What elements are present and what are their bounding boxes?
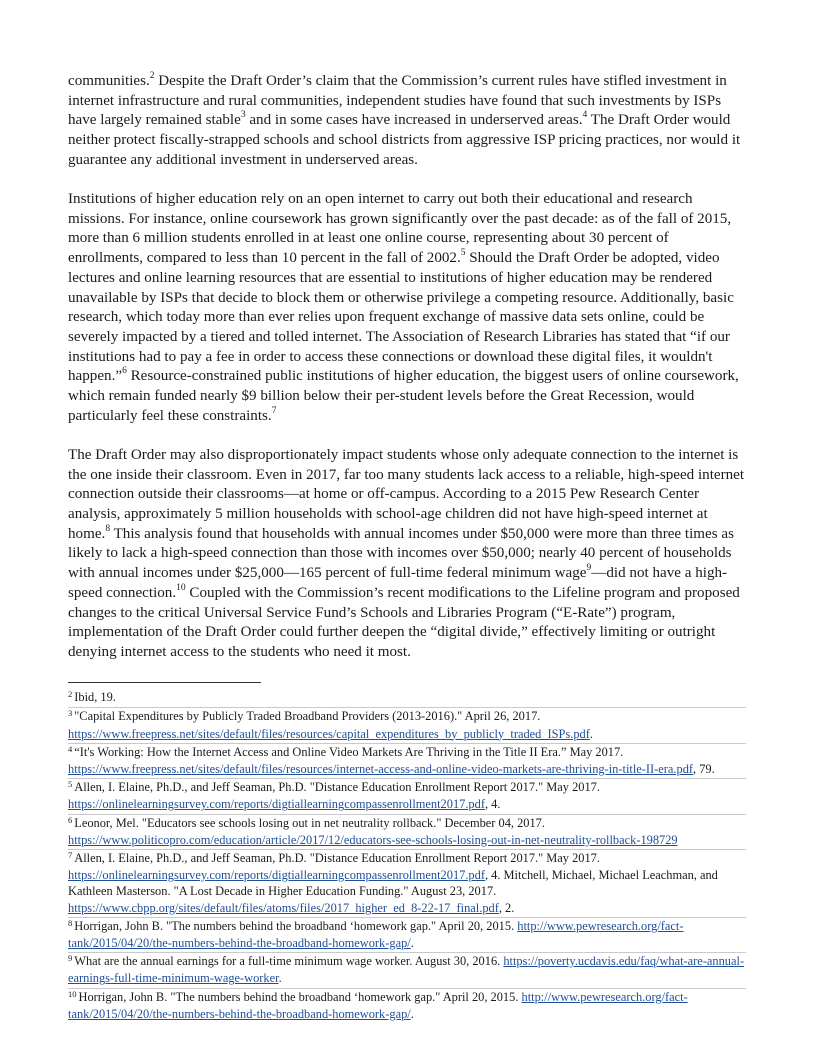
footnote-text: Leonor, Mel. "Educators see schools losing out in net neutrality rollback." December 04, 2017. xyxy=(74,815,545,830)
footnote-text: . xyxy=(410,936,414,951)
footnote-link[interactable]: https://poverty.ucdavis.edu/faq/what-are-annual-earnings-full-time-minimum-wage-worker xyxy=(68,954,745,986)
footnote-text: . xyxy=(589,726,593,741)
footnote-reference[interactable]: 6 xyxy=(122,366,127,377)
footnote-text: , 79. xyxy=(693,762,715,776)
footnote xyxy=(68,815,746,850)
footnote-number: 9 xyxy=(68,953,73,964)
paragraph-text: The Draft Order may also disproportionately impact students whose only adequate connection to the internet is the one inside their classroom. Even in 2017, far too many students lack access to a reliable, high-speed internet connection outside their classrooms—at home or off-campus. According to a 2015 Pew Research Center analysis, approximately 5 million households with school-age children did not have high-speed internet at home. xyxy=(68,446,745,542)
footnote-number: 10 xyxy=(68,988,77,999)
paragraph-text: Coupled with the Commission’s recent modifications to the Lifeline program and proposed changes to the critical Universal Service Fund’s Schools and Libraries Program (“E-Rate”) program, implementation of the Draft Order could further deepen the “digital divide,” effectively limiting or outright denying internet access to the students who need it most. xyxy=(68,584,740,660)
footnote-reference[interactable]: 7 xyxy=(271,405,277,416)
footnote xyxy=(68,779,746,814)
footnote-text: , 4. xyxy=(484,797,501,812)
footnote-number: 5 xyxy=(68,779,73,790)
footnote-text: . xyxy=(278,971,282,986)
paragraph-text: and in some cases have increased in underserved areas. xyxy=(245,112,583,129)
footnote-text: Allen, I. Elaine, Ph.D., and Jeff Seaman, Ph.D. "Distance Education Enrollment Report 2017." May 2017. xyxy=(74,851,600,866)
footnote-number: 4 xyxy=(68,743,73,754)
body-paragraph xyxy=(68,72,746,171)
footnote xyxy=(68,989,746,1023)
footnote-text: Horrigan, John B. "The numbers behind the broadband ‘homework gap." April 20, 2015. xyxy=(78,989,522,1004)
footnote-reference[interactable]: 10 xyxy=(176,582,186,593)
footnote-text: , 2. xyxy=(498,900,515,915)
footnote-number: 3 xyxy=(68,708,73,719)
footnote-separator xyxy=(68,682,261,683)
footnote xyxy=(68,953,746,988)
body-text xyxy=(68,72,746,663)
footnote-text: , 4. Mitchell, Michael, Michael Leachman, and Kathleen Masterson. "A Lost Decade in Higher Education Funding." August 23, 2017. xyxy=(68,868,718,899)
paragraph-text: Should the Draft Order be adopted, video lectures and online learning resources that are essential to institutions of higher education may be rendered unavailable by ISPs that decide to block them or otherwise privilege a competing resource. Additionally, basic research, which today more than ever relies upon frequent exchange of massive data sets online, could be severely impacted by a tiered and tolled internet. The Association of Research Libraries has stated that “if our institutions had to pay a fee in order to access these connections or download these digital files, it wouldn't happen.” xyxy=(68,250,734,385)
footnote-reference[interactable]: 8 xyxy=(105,523,111,534)
footnote xyxy=(68,918,746,953)
footnote xyxy=(68,689,746,708)
footnote-number: 2 xyxy=(68,689,73,700)
document-page xyxy=(68,72,746,1023)
paragraph-text: Institutions of higher education rely on an open internet to carry out both their educational and research missions. For instance, online coursework has grown significantly over the past decade: as of the fall of 2015, more than 6 million students enrolled in at least one online course, representing about 30 percent of enrollments, compared to less than 10 percent in the fall of 2002. xyxy=(68,191,732,267)
body-paragraph xyxy=(68,446,746,663)
footnote-link[interactable]: http://www.pewresearch.org/fact-tank/2015/04/20/the-numbers-behind-the-broadband-homework-gap/ xyxy=(68,989,688,1021)
footnote-text: What are the annual earnings for a full-time minimum wage worker. August 30, 2016. xyxy=(74,954,504,969)
footnote-text: . xyxy=(410,1006,414,1021)
footnote-text: “It's Working: How the Internet Access and Online Video Markets Are Thriving in the Title II Era.” May 2017. xyxy=(74,744,624,759)
footnote-link[interactable]: https://www.freepress.net/sites/default/files/resources/capital_expenditures_by_publicly_traded_ISPs.pdf xyxy=(68,726,590,741)
footnote-number: 8 xyxy=(68,917,73,928)
footnote-link[interactable]: https://onlinelearningsurvey.com/reports/digtiallearningcompassenrollment2017.pdf xyxy=(68,868,485,883)
body-paragraph xyxy=(68,190,746,426)
footnote-text: Allen, I. Elaine, Ph.D., and Jeff Seaman, Ph.D. "Distance Education Enrollment Report 2017." May 2017. xyxy=(74,780,600,795)
paragraph-text: The Draft Order would neither protect fiscally-strapped schools and school districts from aggressive ISP pricing practices, nor would it guarantee any additional investment in underserved areas. xyxy=(68,112,741,168)
footnote-reference[interactable]: 9 xyxy=(586,563,592,574)
footnote-number: 6 xyxy=(68,814,73,825)
footnotes xyxy=(68,689,746,1023)
footnote-link[interactable]: http://www.pewresearch.org/fact-tank/2015/04/20/the-numbers-behind-the-broadband-homework-gap/ xyxy=(68,918,684,951)
footnote xyxy=(68,708,746,743)
footnote-number: 7 xyxy=(68,850,73,861)
footnote-text: "Capital Expenditures by Publicly Traded Broadband Providers (2013-2016)." April 26, 2017. xyxy=(74,709,541,724)
footnote-reference[interactable]: 2 xyxy=(149,70,155,81)
footnote xyxy=(68,850,746,918)
footnote-text: Ibid, 19. xyxy=(74,690,116,705)
footnote-reference[interactable]: 5 xyxy=(460,248,466,259)
footnote xyxy=(68,744,746,779)
paragraph-text: communities. xyxy=(68,73,150,89)
footnote-text: Horrigan, John B. "The numbers behind the broadband ‘homework gap." April 20, 2015. xyxy=(74,918,518,933)
footnote-reference[interactable]: 4 xyxy=(582,110,588,121)
paragraph-text: This analysis found that households with annual incomes under $50,000 were more than three times as likely to lack a high-speed connection than those with incomes over $50,000; nearly 40 percent of households with annual incomes under $25,000—165 percent of full-time federal minimum wage xyxy=(68,525,734,582)
footnote-reference[interactable]: 3 xyxy=(240,110,246,121)
footnote-link[interactable]: https://onlinelearningsurvey.com/reports/digtiallearningcompassenrollment2017.pdf xyxy=(68,797,485,812)
paragraph-text: —did not have a high-speed connection. xyxy=(68,565,728,601)
footnote-link[interactable]: https://www.politicopro.com/education/article/2017/12/educators-see-schools-losing-out-in-net-neutrality-rollback-198729 xyxy=(68,832,678,847)
paragraph-text: Resource-constrained public institutions of higher education, the biggest users of online coursework, which remain funded nearly $9 billion below their per-student levels before the Great Recession, would particularly feel these constraints. xyxy=(68,368,739,424)
paragraph-text: Despite the Draft Order’s claim that the Commission’s current rules have stifled investment in internet infrastructure and rural communities, independent studies have found that such investments by ISPs have largely remained stable xyxy=(68,73,727,129)
footnote-link[interactable]: https://www.freepress.net/sites/default/files/resources/internet-access-and-online-video-markets-are-thriving-in-title-II-era.pdf xyxy=(68,762,694,776)
footnote-link[interactable]: https://www.cbpp.org/sites/default/files/atoms/files/2017_higher_ed_8-22-17_final.pdf xyxy=(68,900,499,915)
